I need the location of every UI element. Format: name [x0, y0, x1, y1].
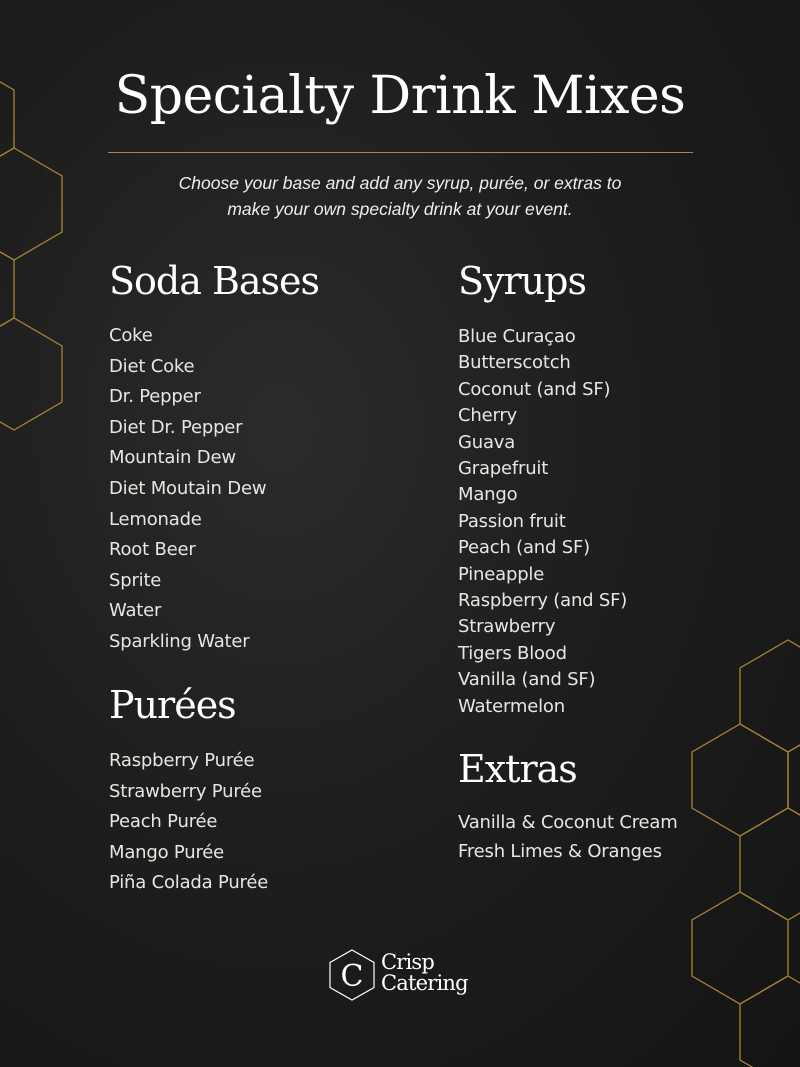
- list-item: Tigers Blood: [458, 642, 567, 664]
- list-item: Piña Colada Purée: [109, 872, 269, 894]
- list-item: Mango: [458, 484, 518, 506]
- list-item: Raspberry Purée: [109, 750, 255, 771]
- list-item: Butterscotch: [458, 352, 571, 374]
- list-item: Blue Curaçao: [458, 326, 576, 347]
- purees-section: [109, 683, 269, 899]
- list-item: Lemonade: [109, 508, 202, 530]
- list-item: Water: [109, 600, 162, 622]
- list-item: Mountain Dew: [109, 447, 236, 469]
- list-item: Grapefruit: [458, 458, 549, 480]
- list-item: Mango Purée: [109, 841, 225, 863]
- list-item: Peach (and SF): [458, 537, 590, 559]
- list-item: Diet Moutain Dew: [109, 477, 267, 499]
- list-item: Passion fruit: [458, 510, 566, 532]
- list-item: Vanilla & Coconut Cream: [458, 812, 678, 833]
- list-item: Diet Coke: [109, 355, 195, 377]
- title-divider: [108, 152, 693, 153]
- crisp-catering-logo: [326, 948, 486, 1004]
- subtitle-line: Choose your base and add any syrup, purée, or extras to: [178, 173, 622, 193]
- subtitle-line: make your own specialty drink at your event.: [227, 199, 573, 219]
- soda-bases-list: [109, 321, 319, 658]
- logo-line: Catering: [381, 971, 468, 995]
- list-item: Dr. Pepper: [109, 386, 201, 408]
- list-item: Sprite: [109, 569, 162, 591]
- section-heading: Syrups: [458, 259, 586, 303]
- list-item: Strawberry: [458, 616, 556, 638]
- hexagon-logo-icon: [326, 948, 378, 1002]
- list-item: Guava: [458, 431, 516, 453]
- section-heading: Soda Bases: [109, 259, 320, 303]
- extras-section: [458, 747, 678, 866]
- soda-bases-section: [109, 259, 320, 658]
- list-item: Watermelon: [458, 695, 565, 717]
- subtitle: [0, 170, 800, 222]
- list-item: Root Beer: [109, 539, 196, 561]
- list-item: Coke: [109, 325, 153, 346]
- logo-line: Crisp: [381, 950, 435, 974]
- list-item: Peach Purée: [109, 811, 218, 833]
- page-title: Specialty Drink Mixes: [114, 66, 686, 126]
- list-item: Strawberry Purée: [109, 780, 262, 802]
- list-item: Pineapple: [458, 563, 545, 585]
- list-item: Vanilla (and SF): [458, 669, 596, 691]
- section-heading: Purées: [109, 683, 236, 727]
- list-item: Diet Dr. Pepper: [109, 416, 243, 438]
- purees-list: [109, 746, 268, 899]
- list-item: Raspberry (and SF): [458, 590, 628, 612]
- section-heading: Extras: [458, 747, 577, 791]
- extras-list: [458, 808, 678, 866]
- syrups-section: [458, 259, 628, 720]
- logo-wordmark: [381, 952, 468, 994]
- list-item: Coconut (and SF): [458, 378, 611, 400]
- list-item: Fresh Limes & Oranges: [458, 841, 662, 862]
- syrups-list: [458, 324, 627, 720]
- logo-monogram: C: [340, 959, 364, 994]
- list-item: Cherry: [458, 405, 517, 427]
- list-item: Sparkling Water: [109, 630, 250, 652]
